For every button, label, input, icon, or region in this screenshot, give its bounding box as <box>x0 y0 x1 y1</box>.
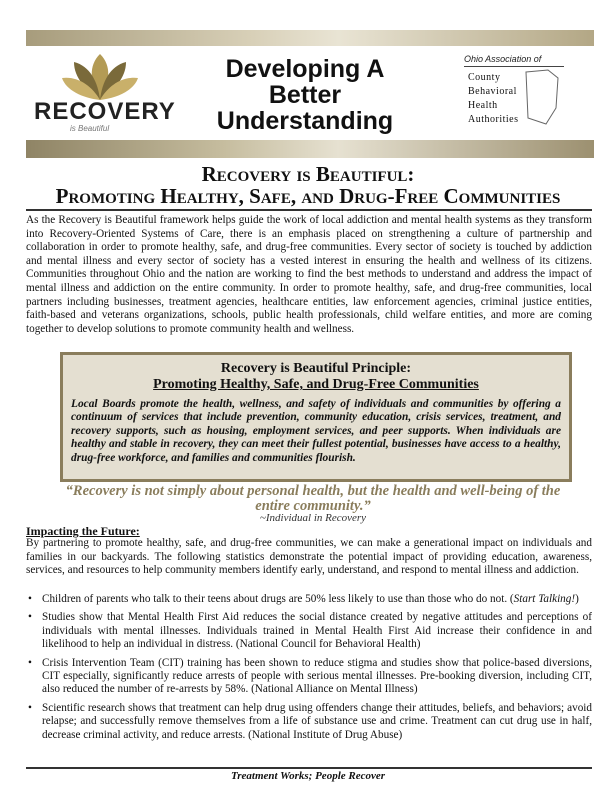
logo-tagline: is Beautiful <box>70 124 110 133</box>
org-line: Authorities <box>468 114 519 125</box>
bullet-icon: • <box>28 701 32 714</box>
intro-paragraph: As the Recovery is Beautiful framework helps guide the work of local addiction and mental health systems as they transform into Recovery-Oriented Systems of Care, there is an emphasis placed on strengthening a culture of partnership and collaboration in order to promote healthy, safe, and drug-free communities. Every sector of society is touched by addiction and mental illness and every sector of society has a vested interest in ensuring the health and wellness of its citizens. Communities throughout Ohio and the nation are working to find the best methods to understand and address the impact of mental illness and addiction on the entire community. In order to promote healthy, safe, and drug-free communities, local partners including businesses, treatment agencies, healthcare entities, law enforcement agencies, criminal justice entities, faith-based and veterans organizations, schools, public health professionals, child welfare entities, and more are coming together to develop solutions to promote community health and wellness. <box>26 214 592 335</box>
lotus-icon <box>60 52 140 102</box>
list-item-text: Studies show that Mental Health First Aid reduces the social distance created by negative attitudes and perceptions of individuals with mental illnesses. Individuals trained in Mental Health First Aid increase their confidence in and likelihood to help an individual in distress. (National Council for Behavioral Health) <box>42 611 592 651</box>
oacbha-logo <box>464 52 564 138</box>
list-item <box>26 657 592 697</box>
list-item <box>26 702 592 742</box>
header-band-bottom <box>26 140 594 158</box>
bullet-icon: • <box>28 593 32 605</box>
pull-quote: “Recovery is not simply about personal health, but the health and well-being of the entire community.” <box>65 483 561 514</box>
org-line: Behavioral <box>468 86 517 97</box>
title-line: Understanding <box>216 107 394 135</box>
title-line: Better <box>268 81 342 109</box>
list-item <box>26 593 592 606</box>
page-title <box>205 56 405 134</box>
recovery-logo <box>30 52 200 138</box>
heading-divider <box>26 209 592 211</box>
org-prefix: Ohio Association of <box>464 54 564 67</box>
principle-box <box>60 352 572 482</box>
footer-divider <box>26 767 592 769</box>
impact-paragraph: By partnering to promote healthy, safe, and drug-free communities, we can make a generational impact on individuals and families in our backyards. The following statistics demonstrate the potential impact of providing education, awareness, services, and resources to help community members identify early, understand, and respond to mental illness and addiction. <box>26 537 592 577</box>
org-line: Health <box>468 100 498 111</box>
quote-attribution: ~Individual in Recovery <box>259 512 367 524</box>
bullet-icon: • <box>28 656 32 669</box>
list-item-citation: Start Talking! <box>513 593 576 605</box>
principle-body: Local Boards promote the health, wellness, and safety of individuals and communities by offering a continuum of services that include prevention, community education, crisis services, treatment, and recovery supports, such as housing, employment services, and peer supports. When individuals are healthy and stable in recovery, they can meet their fullest potential, businesses have access to a healthy, drug-free workforce, and families and communities flourish. <box>71 398 561 464</box>
logo-wordmark: RECOVERY <box>34 98 176 125</box>
principle-subtitle: Promoting Healthy, Safe, and Drug-Free Communities <box>153 377 479 392</box>
section-heading-line2: Promoting Healthy, Safe, and Drug-Free Communities <box>55 184 561 208</box>
bullet-icon: • <box>28 611 32 624</box>
list-item-text: Scientific research shows that treatment can help drug using offenders change their attitudes, beliefs, and behaviors; avoid relapse; and successfully remove themselves from a life of substance use and crime. Treatment can cut drug use in half, decrease criminal activity, and reduce arrests. (National Institute of Drug Abuse) <box>42 701 592 741</box>
impact-heading: Impacting the Future: <box>26 524 140 538</box>
section-heading-line1: Recovery is Beautiful: <box>201 162 415 186</box>
list-item-text: Crisis Intervention Team (CIT) training has been shown to reduce stigma and studies show that police-based diversions, CIT especially, significantly reduce arrests of people with serious mental illnesses. Pre-booking diversion, including CIT, also reduced the number of re-arrests by 58%. (National Alliance on Mental Illness) <box>42 656 592 696</box>
principle-title: Recovery is Beautiful Principle: <box>220 361 412 376</box>
list-item-tail: ) <box>575 593 579 605</box>
header-band-top <box>26 30 594 46</box>
footer-slogan: Treatment Works; People Recover <box>230 770 386 782</box>
org-line: County <box>468 72 501 83</box>
list-item <box>26 611 592 651</box>
statistics-list <box>26 593 592 747</box>
list-item-text: Children of parents who talk to their teens about drugs are 50% less likely to use than those who do not. ( <box>42 593 514 605</box>
title-line: Developing A <box>225 55 385 83</box>
ohio-outline-icon <box>522 68 562 128</box>
